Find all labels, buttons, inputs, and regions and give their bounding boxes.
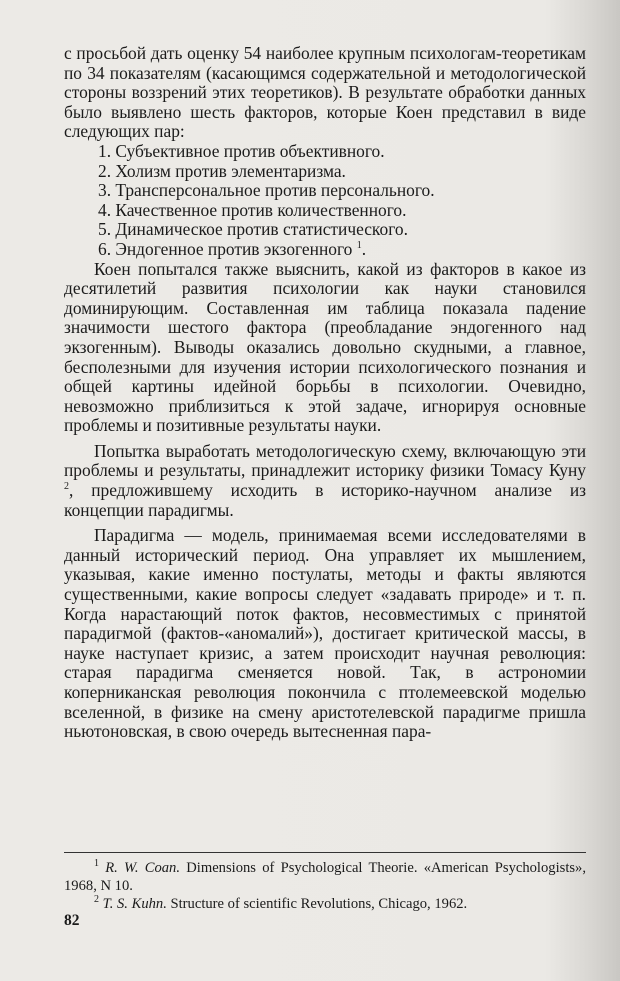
factor-item <box>98 240 586 260</box>
footnote-2-text: Structure of scientific Revolutions, Chicago, 1962. <box>166 896 468 912</box>
main-text <box>64 44 586 742</box>
factor-item: 5. Динамическое против статистического. <box>98 219 408 240</box>
footnote-ref-1: 1 <box>356 240 362 252</box>
paragraph-coan: Коен попытался также выяснить, какой из факторов в какое из десятилетий развития психологии как науки становился доминирующим. Составленная им таблица показала падение значимости шестого фактора (преобладание эндогенного над экзогенным). Выводы оказались довольно скудными, а главное, бесполезными для изучения истории психологического познания и общей картины идейной борьбы в психологии. Очевидно, невозможно приблизиться к этой задаче, игнорируя основные проблемы и позитивные результаты науки. <box>64 258 586 436</box>
footnotes <box>64 852 586 913</box>
paragraph-intro: с просьбой дать оценку 54 наиболее крупным психологам-теоретикам по 34 показателям (касающимся содержательной и методологической стороны воззрений этих теоретиков). В результате обработки данных было выявлено шесть факторов, которые Коен представил в виде следующих пар: <box>64 43 586 142</box>
factor-list <box>64 142 586 260</box>
factor-item-period: . <box>361 238 367 259</box>
paragraph-kuhn <box>64 442 586 520</box>
factor-item: 1. Субъективное против объективного. <box>98 140 385 161</box>
footnote-ref-2: 2 <box>64 481 69 493</box>
factor-item: 3. Трансперсональное против персонального. <box>98 180 435 201</box>
factor-item: 4. Качественное против количественного. <box>98 199 407 220</box>
paragraph-kuhn-a: Попытка выработать методологическую схему, включающую эти проблемы и результаты, принадлежит историку физики Томасу Куну <box>64 440 586 481</box>
footnote-2 <box>64 895 586 913</box>
footnote-1-number: 1 <box>94 858 99 870</box>
page-number: 82 <box>64 912 80 929</box>
factor-item: 2. Холизм против элементаризма. <box>98 160 346 181</box>
paragraph-kuhn-b: , предложившему исходить в историко-научном анализе из концепции парадигмы. <box>64 480 586 520</box>
footnote-1-text: Dimensions of Psychological Theorie. «American Psychologists», 1968, N 10. <box>64 860 586 894</box>
footnote-1-author: R. W. Coan. <box>105 860 181 876</box>
footnote-2-author: T. S. Kuhn. <box>102 896 167 912</box>
factor-item-text: 6. Эндогенное против экзогенного <box>98 238 353 259</box>
footnote-2-number: 2 <box>94 894 99 906</box>
paragraph-paradigm: Парадигма — модель, принимаемая всеми исследователями в данный исторический период. Она управляет их мышлением, указывая, какие именно постулаты, методы и факты являются существенными, какие вопросы следует «задавать природе» и т. п. Когда нарастающий поток фактов, несовместимых с принятой парадигмой (фактов-«аномалий»), достигает критической массы, в науке наступает кризис, а затем происходит научная революция: старая парадигма сменяется новой. Так, в астрономии коперниканская революция покончила с птолемеевской моделью вселенной, в физике на смену аристотелевской парадигме пришла ньютоновская, в свою очередь вытесненная пара- <box>64 525 586 742</box>
footnote-1 <box>64 859 586 895</box>
